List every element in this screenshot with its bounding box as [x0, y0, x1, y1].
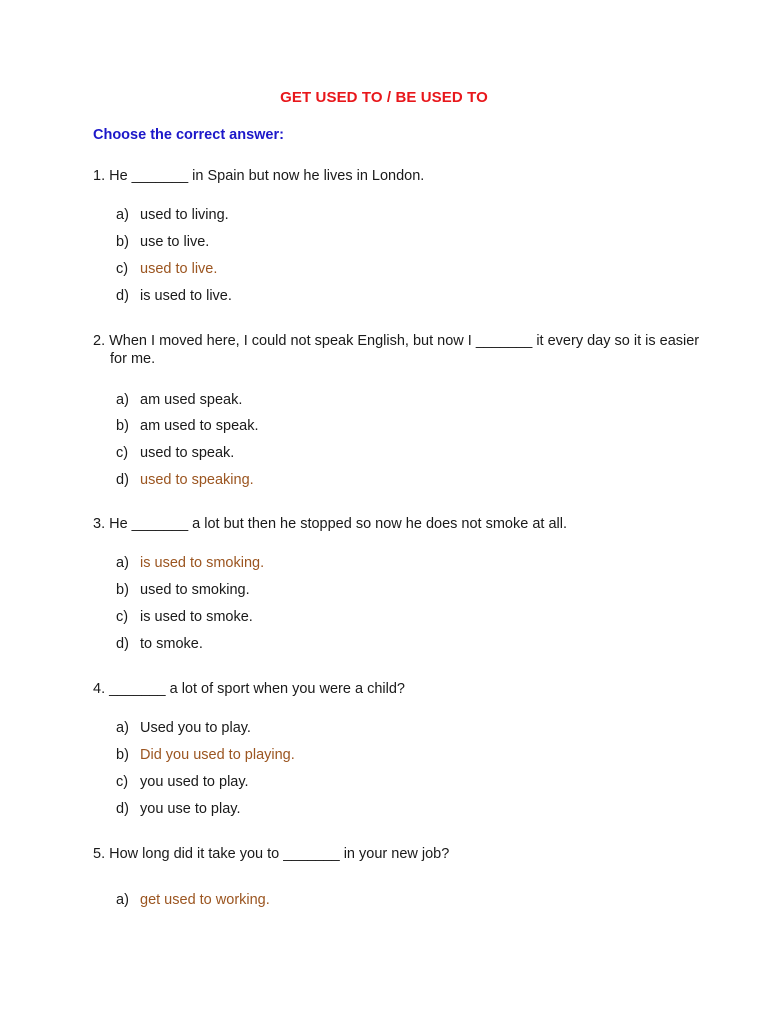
option-letter: c) — [116, 609, 129, 625]
option-text: used to smoking. — [140, 582, 250, 598]
question-2-option-d-highlighted — [116, 471, 254, 489]
question-4-option-d — [116, 800, 241, 818]
question-1-option-b — [116, 233, 209, 251]
question-2-option-c — [116, 444, 234, 462]
question-2-option-b — [116, 417, 259, 435]
question-5 — [93, 845, 700, 863]
question-3-option-c — [116, 608, 253, 626]
question-text: 2. When I moved here, I could not speak English, but now I _______ it every day so it is easier for me. — [93, 333, 700, 367]
question-text: 5. How long did it take you to _______ in your new job? — [93, 846, 450, 862]
option-text: you use to play. — [140, 801, 241, 817]
option-letter: a) — [116, 892, 129, 908]
option-letter: b) — [116, 234, 129, 250]
question-2-option-a — [116, 391, 242, 409]
question-1 — [93, 167, 700, 185]
option-text: used to living. — [140, 207, 229, 223]
option-text: you used to play. — [140, 774, 249, 790]
worksheet-title: GET USED TO / BE USED TO — [280, 89, 488, 106]
question-text: 4. _______ a lot of sport when you were a child? — [93, 681, 405, 697]
question-5-option-a-highlighted — [116, 891, 270, 909]
question-2 — [93, 332, 700, 368]
option-text: used to live. — [140, 261, 218, 277]
option-text: is used to smoking. — [140, 555, 265, 571]
question-3-option-a-highlighted — [116, 554, 264, 572]
question-3-option-b — [116, 581, 250, 599]
question-4 — [93, 680, 700, 698]
option-letter: d) — [116, 288, 129, 304]
option-text: Did you used to playing. — [140, 747, 295, 763]
instructions-text: Choose the correct answer: — [93, 127, 284, 143]
option-text: am used speak. — [140, 392, 243, 408]
option-letter: c) — [116, 774, 129, 790]
option-letter: d) — [116, 472, 129, 488]
option-letter: b) — [116, 582, 129, 598]
option-letter: a) — [116, 555, 129, 571]
option-letter: c) — [116, 445, 129, 461]
question-4-option-c — [116, 773, 249, 791]
option-letter: a) — [116, 720, 129, 736]
option-letter: d) — [116, 636, 129, 652]
option-letter: c) — [116, 261, 129, 277]
question-1-option-d — [116, 287, 232, 305]
question-1-option-a — [116, 206, 229, 224]
option-letter: a) — [116, 207, 129, 223]
option-text: is used to smoke. — [140, 609, 253, 625]
question-3-option-d — [116, 635, 203, 653]
option-letter: b) — [116, 747, 129, 763]
option-text: use to live. — [140, 234, 210, 250]
option-text: get used to working. — [140, 892, 270, 908]
option-letter: d) — [116, 801, 129, 817]
option-text: am used to speak. — [140, 418, 259, 434]
option-text: used to speaking. — [140, 472, 254, 488]
option-text: used to speak. — [140, 445, 235, 461]
question-1-option-c-highlighted — [116, 260, 217, 278]
option-letter: a) — [116, 392, 129, 408]
question-4-option-a — [116, 719, 251, 737]
question-text: 1. He _______ in Spain but now he lives in London. — [93, 168, 425, 184]
option-text: is used to live. — [140, 288, 232, 304]
question-4-option-b-highlighted — [116, 746, 295, 764]
option-text: Used you to play. — [140, 720, 251, 736]
question-text: 3. He _______ a lot but then he stopped so now he does not smoke at all. — [93, 516, 567, 532]
question-3 — [93, 515, 700, 533]
option-text: to smoke. — [140, 636, 203, 652]
option-letter: b) — [116, 418, 129, 434]
